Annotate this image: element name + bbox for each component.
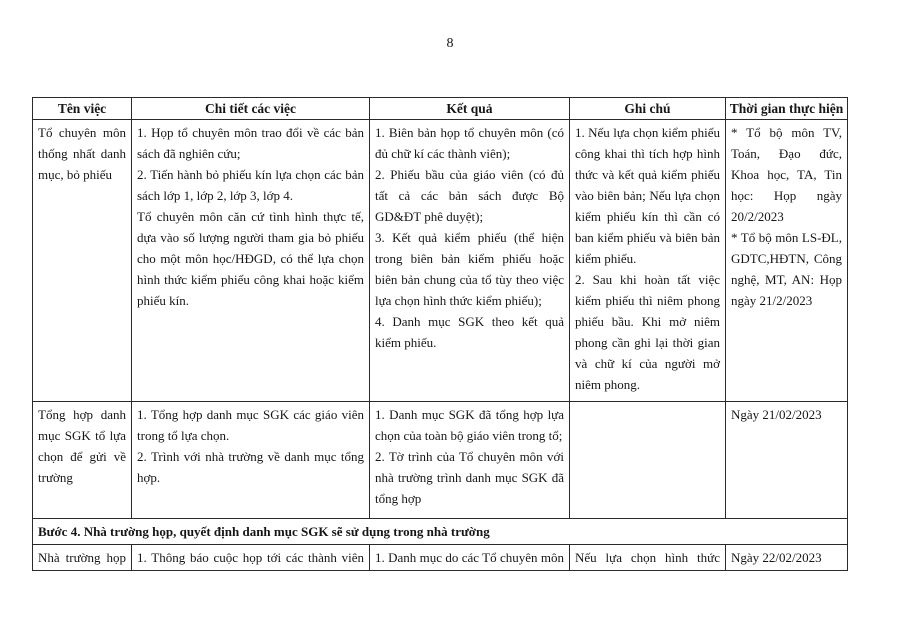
table-header-row [33, 98, 848, 120]
time-cell: Ngày 22/02/2023 [726, 545, 848, 571]
results-cell: 1. Danh mục do các Tổ chuyên môn [370, 545, 570, 571]
results-item: 3. Kết quả kiểm phiếu (thể hiện trong biên bản kiểm phiếu hoặc biên bản chung của tổ tùy theo việc lựa chọn hình thức kiểm phiếu); [375, 230, 564, 308]
notes-item: 2. Sau khi hoàn tất việc kiểm phiếu thì niêm phong phiếu bầu. Khi mở niêm phong cần ghi lại thời gian và chữ kí của người mở niêm phong. [575, 272, 720, 392]
header-cell-task: Tên việc [33, 98, 132, 120]
notes-item: 1. Nếu lựa chọn kiểm phiếu công khai thì tích hợp hình thức và kết quả kiểm phiếu vào biên bản; Nếu lựa chọn kiểm phiếu kín thì cần có ban kiểm phiếu và biên bản kiểm phiếu. [575, 125, 720, 266]
task-cell: Nhà trường họp [33, 545, 132, 571]
details-cell: 1. Thông báo cuộc họp tới các thành viên [132, 545, 370, 571]
task-text: Tổng hợp danh mục SGK tổ lựa chọn để gửi về trường [38, 407, 126, 485]
results-item: 1. Danh mục SGK đã tổng hợp lựa chọn của toàn bộ giáo viên trong tổ; [375, 407, 564, 443]
header-cell-details: Chi tiết các việc [132, 98, 370, 120]
time-item: * Tổ bộ môn LS-ĐL, GDTC,HĐTN, Công nghệ, MT, AN: Họp ngày 21/2/2023 [731, 230, 842, 308]
results-item: 1. Biên bản họp tổ chuyên môn (có đủ chữ kí các thành viên); [375, 125, 564, 161]
header-cell-results: Kết quả [370, 98, 570, 120]
details-item: 1. Tổng hợp danh mục SGK các giáo viên trong tổ lựa chọn. [137, 407, 364, 443]
time-item: Ngày 21/02/2023 [731, 407, 822, 422]
sgk-selection-schedule-table [32, 97, 848, 571]
table-row [33, 402, 848, 519]
step-heading: Bước 4. Nhà trường họp, quyết định danh mục SGK sẽ sử dụng trong nhà trường [33, 519, 848, 545]
time-item: * Tổ bộ môn TV, Toán, Đạo đức, Khoa học, TA, Tin học: Họp ngày 20/2/2023 [731, 125, 842, 224]
time-cell [726, 402, 848, 519]
results-item: 2. Phiếu bầu của giáo viên (có đủ tất cả các bản sách được Bộ GD&ĐT phê duyệt); [375, 167, 564, 224]
details-cell [132, 402, 370, 519]
task-cell [33, 120, 132, 402]
notes-cell [570, 120, 726, 402]
details-cell [132, 120, 370, 402]
results-item: 2. Tờ trình của Tổ chuyên môn với nhà trường trình danh mục SGK đã tổng hợp [375, 449, 564, 506]
details-item: 2. Trình với nhà trường về danh mục tổng hợp. [137, 449, 364, 485]
header-cell-time: Thời gian thực hiện [726, 98, 848, 120]
details-item: 2. Tiến hành bỏ phiếu kín lựa chọn các bản sách lớp 1, lớp 2, lớp 3, lớp 4. [137, 167, 364, 203]
table-row [33, 545, 848, 571]
page-number: 8 [446, 36, 454, 51]
time-cell [726, 120, 848, 402]
header-cell-notes: Ghi chú [570, 98, 726, 120]
details-item: 1. Họp tổ chuyên môn trao đổi về các bản sách đã nghiên cứu; [137, 125, 364, 161]
results-cell [370, 402, 570, 519]
notes-cell: Nếu lựa chọn hình thức [570, 545, 726, 571]
results-item: 4. Danh mục SGK theo kết quả kiểm phiếu. [375, 314, 564, 350]
task-text: Tổ chuyên môn thống nhất danh mục, bỏ phiếu [38, 125, 126, 182]
results-cell [370, 120, 570, 402]
table-row [33, 120, 848, 402]
notes-cell [570, 402, 726, 519]
step-heading-row [33, 519, 848, 545]
task-cell [33, 402, 132, 519]
details-item: Tổ chuyên môn căn cứ tình hình thực tế, dựa vào số lượng người tham gia bỏ phiếu cho một môn học/HĐGD, có thể lựa chọn hình thức kiểm phiếu công khai hoặc kiểm phiếu kín. [137, 209, 364, 308]
